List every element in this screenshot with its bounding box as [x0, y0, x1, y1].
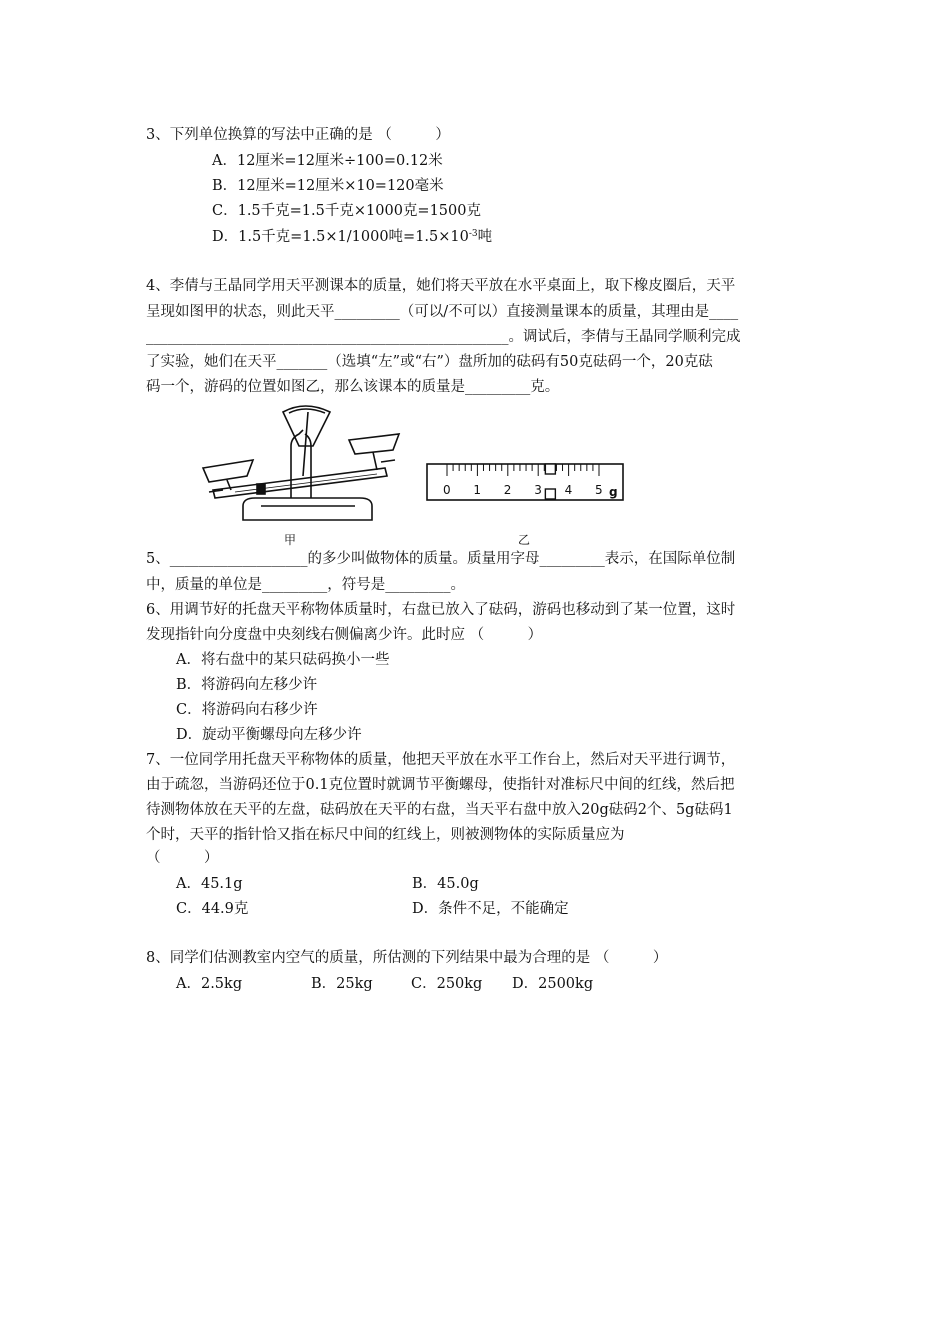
q7-line-5: （ ）	[146, 850, 219, 866]
q6-option-b: B．将游码向左移少许	[176, 677, 318, 693]
balance-left-nut	[209, 490, 223, 492]
ruler-diagram	[427, 464, 623, 500]
q5-line-2: 中，质量的单位是_________，符号是_________。	[146, 577, 465, 593]
q3-stem: 3、下列单位换算的写法中正确的是 （ ）	[146, 127, 450, 143]
q4-line-2: 呈现如图甲的状态，则此天平_________（可以/不可以）直接测量课本的质量，其理由是____	[146, 304, 739, 320]
ruler-ticks	[447, 464, 599, 476]
ruler-unit: g	[609, 485, 618, 499]
q3-option-c: C．1.5千克=1.5千克×1000克=1500克	[212, 203, 481, 219]
q8-stem: 8、同学们估测教室内空气的质量，所估测的下列结果中最为合理的是 （ ）	[146, 950, 668, 966]
ruler-tick-label: 0	[443, 483, 451, 497]
balance-pointer	[303, 412, 308, 476]
ruler-tick-label: 4	[564, 483, 573, 497]
q4-line-3: __________________________________________________。调试后，李倩与王晶同学顺利完成	[146, 329, 741, 345]
ruler-rider-bottom	[545, 489, 555, 499]
ruler-tick-label: 5	[595, 483, 603, 497]
q4-figure	[195, 398, 635, 548]
q7-line-4: 个时，天平的指针恰又指在标尺中间的红线上，则被测物体的实际质量应为	[146, 827, 625, 843]
q8-option-a: A．2.5kg	[176, 976, 243, 992]
ruler-tick-label: 1	[473, 483, 482, 497]
ruler-rider-top	[545, 464, 555, 474]
balance-right-hanger	[373, 452, 377, 470]
balance-rider	[257, 484, 265, 494]
figure-label-yi: 乙	[518, 533, 531, 547]
q8-option-b: B．25kg	[311, 976, 373, 992]
ruler-labels	[443, 483, 603, 497]
balance-right-nut	[381, 460, 395, 462]
q4-line-4: 了实验，她们在天平_______（选填“左”或“右”）盘所加的砝码有50克砝码一个，20克砝	[146, 354, 713, 370]
q3-option-d	[212, 227, 492, 247]
figure-label-jia: 甲	[284, 533, 297, 547]
q6-option-d: D．旋动平衡螺母向左移少许	[176, 727, 362, 743]
ruler-body	[427, 464, 623, 500]
q7-line-2: 由于疏忽，当游码还位于0.1克位置时就调节平衡螺母，使指针对准标尺中间的红线，然后把	[146, 777, 735, 793]
q7-line-1: 7、一位同学用托盘天平称物体的质量，他把天平放在水平工作台上，然后对天平进行调节，	[146, 752, 736, 768]
ruler-tick-label: 2	[503, 483, 512, 497]
q8-option-c: C．250kg	[411, 976, 483, 992]
q6-option-c: C．将游码向右移少许	[176, 702, 318, 718]
q6-option-a: A．将右盘中的某只砝码换小一些	[176, 652, 390, 668]
balance-left-pan	[203, 460, 253, 482]
q8-option-d: D．2500kg	[512, 976, 594, 992]
balance-right-pan	[349, 434, 399, 454]
balance-base	[243, 498, 372, 520]
q3-option-d-text: D．1.5千克=1.5×1/1000吨=1.5×10	[212, 229, 469, 245]
q4-line-5: 码一个，游码的位置如图乙，那么该课本的质量是_________克。	[146, 379, 560, 395]
q3-option-d-unit: 吨	[477, 229, 493, 245]
balance-dial-scale	[289, 409, 325, 413]
balance-diagram	[203, 406, 399, 520]
q7-line-3: 待测物体放在天平的左盘，砝码放在天平的右盘，当天平右盘中放入20g砝码2个、5g砝码1	[146, 802, 733, 818]
ruler-tick-label: 3	[534, 483, 542, 497]
q6-line-2: 发现指针向分度盘中央刻线右侧偏离少许。此时应 （ ）	[146, 627, 543, 643]
q7-option-c: C．44.9克	[176, 901, 249, 917]
balance-beam	[213, 468, 387, 498]
q7-option-a: A．45.1g	[176, 876, 243, 892]
q3-option-d-exponent: -3	[468, 229, 478, 239]
q7-option-b: B．45.0g	[412, 876, 479, 892]
q3-option-a: A．12厘米=12厘米÷100=0.12米	[212, 153, 443, 169]
q6-line-1: 6、用调节好的托盘天平称物体质量时，右盘已放入了砝码，游码也移动到了某一位置，这时	[146, 602, 736, 618]
q5-line-1: 5、___________________的多少叫做物体的质量。质量用字母_________表示，在国际单位制	[146, 551, 736, 567]
q7-option-d: D．条件不足，不能确定	[412, 901, 569, 917]
q4-line-1: 4、李倩与王晶同学用天平测课本的质量，她们将天平放在水平桌面上，取下橡皮圈后，天平	[146, 278, 736, 294]
q3-option-b: B．12厘米=12厘米×10=120毫米	[212, 178, 444, 194]
